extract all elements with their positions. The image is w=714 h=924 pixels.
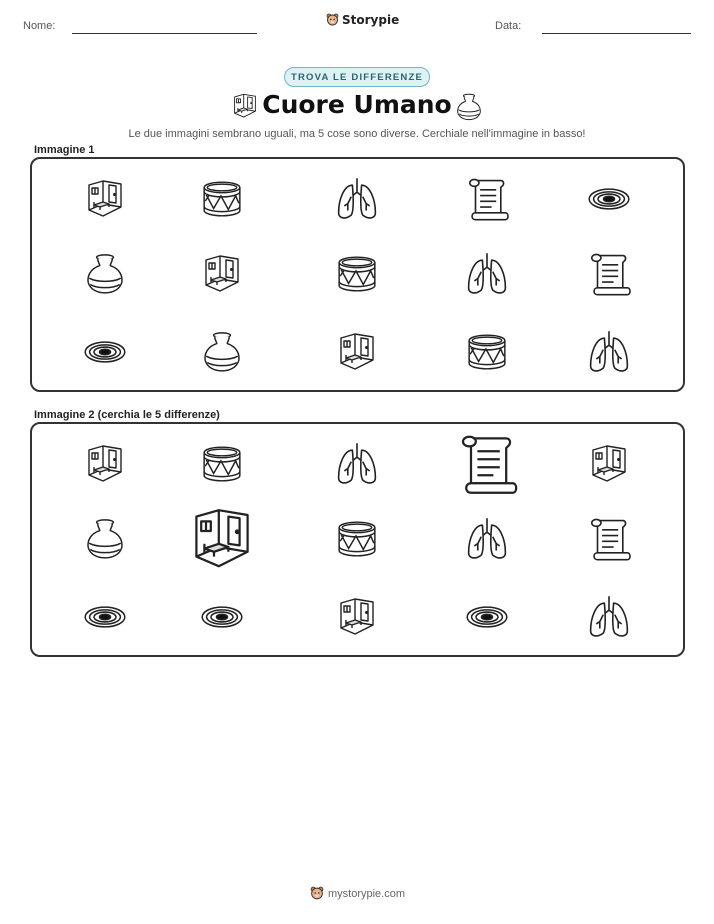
room-icon bbox=[85, 444, 125, 484]
activity-badge: TROVA LE DIFFERENZE bbox=[284, 67, 430, 87]
scroll-picture bbox=[586, 251, 632, 297]
picture-panel-2[interactable] bbox=[30, 422, 685, 657]
disc-picture[interactable] bbox=[465, 595, 509, 639]
lungs-icon bbox=[586, 329, 632, 375]
room-picture[interactable] bbox=[337, 597, 377, 637]
lungs-icon bbox=[334, 176, 380, 222]
drum-icon bbox=[466, 331, 508, 373]
room-icon bbox=[190, 507, 254, 571]
room-picture bbox=[85, 179, 125, 219]
lungs-icon bbox=[586, 594, 632, 640]
lungs-picture[interactable] bbox=[586, 594, 632, 640]
scroll-icon bbox=[586, 251, 632, 297]
date-label: Data: bbox=[495, 20, 522, 32]
disc-picture[interactable] bbox=[200, 595, 244, 639]
bear-mascot-icon bbox=[326, 13, 339, 27]
brand-name: Storypie bbox=[342, 13, 400, 27]
drum-icon bbox=[336, 253, 378, 295]
disc-icon bbox=[587, 177, 631, 221]
vase-icon bbox=[84, 253, 126, 295]
lungs-icon bbox=[334, 441, 380, 487]
room-icon bbox=[85, 179, 125, 219]
drum-picture bbox=[336, 253, 378, 295]
date-line[interactable] bbox=[542, 33, 691, 34]
name-label: Nome: bbox=[23, 20, 56, 32]
scroll-icon bbox=[464, 176, 510, 222]
vase-picture bbox=[84, 253, 126, 295]
panel-1-label: Immagine 1 bbox=[34, 144, 95, 156]
lungs-picture bbox=[586, 329, 632, 375]
page-title: Cuore Umano bbox=[262, 90, 452, 119]
drum-picture bbox=[466, 331, 508, 373]
footer-url: mystorypie.com bbox=[328, 887, 406, 900]
disc-icon bbox=[83, 330, 127, 374]
vase-icon bbox=[455, 93, 483, 121]
room-picture[interactable] bbox=[589, 444, 629, 484]
room-icon bbox=[337, 597, 377, 637]
disc-picture[interactable] bbox=[83, 595, 127, 639]
room-icon bbox=[589, 444, 629, 484]
scroll-icon bbox=[455, 432, 519, 496]
lungs-picture bbox=[464, 251, 510, 297]
scroll-icon bbox=[586, 516, 632, 562]
footer bbox=[310, 886, 405, 901]
room-picture bbox=[337, 332, 377, 372]
drum-picture[interactable] bbox=[336, 518, 378, 560]
vase-picture bbox=[201, 331, 243, 373]
disc-picture bbox=[587, 177, 631, 221]
scroll-picture bbox=[464, 176, 510, 222]
scroll-picture[interactable] bbox=[455, 432, 519, 496]
drum-picture[interactable] bbox=[201, 443, 243, 485]
name-line[interactable] bbox=[72, 33, 257, 34]
room-picture[interactable] bbox=[190, 507, 254, 571]
lungs-picture[interactable] bbox=[334, 441, 380, 487]
instructions: Le due immagini sembrano uguali, ma 5 cose sono diverse. Cerchiale nell'immagine in basso! bbox=[128, 128, 586, 140]
panel-2-label: Immagine 2 (cerchia le 5 differenze) bbox=[34, 409, 220, 421]
room-icon bbox=[202, 254, 242, 294]
lungs-icon bbox=[464, 251, 510, 297]
disc-icon bbox=[465, 595, 509, 639]
picture-panel-1 bbox=[30, 157, 685, 392]
disc-icon bbox=[200, 595, 244, 639]
vase-icon bbox=[201, 331, 243, 373]
drum-icon bbox=[201, 178, 243, 220]
brand-logo bbox=[326, 13, 399, 27]
vase-picture[interactable] bbox=[84, 518, 126, 560]
lungs-picture bbox=[334, 176, 380, 222]
lungs-picture[interactable] bbox=[464, 516, 510, 562]
drum-picture bbox=[201, 178, 243, 220]
disc-icon bbox=[83, 595, 127, 639]
drum-icon bbox=[201, 443, 243, 485]
room-picture bbox=[202, 254, 242, 294]
vase-icon bbox=[84, 518, 126, 560]
room-picture[interactable] bbox=[85, 444, 125, 484]
disc-picture bbox=[83, 330, 127, 374]
scroll-picture[interactable] bbox=[586, 516, 632, 562]
room-icon bbox=[337, 332, 377, 372]
bear-mascot-icon bbox=[310, 886, 324, 901]
drum-icon bbox=[336, 518, 378, 560]
lungs-icon bbox=[464, 516, 510, 562]
